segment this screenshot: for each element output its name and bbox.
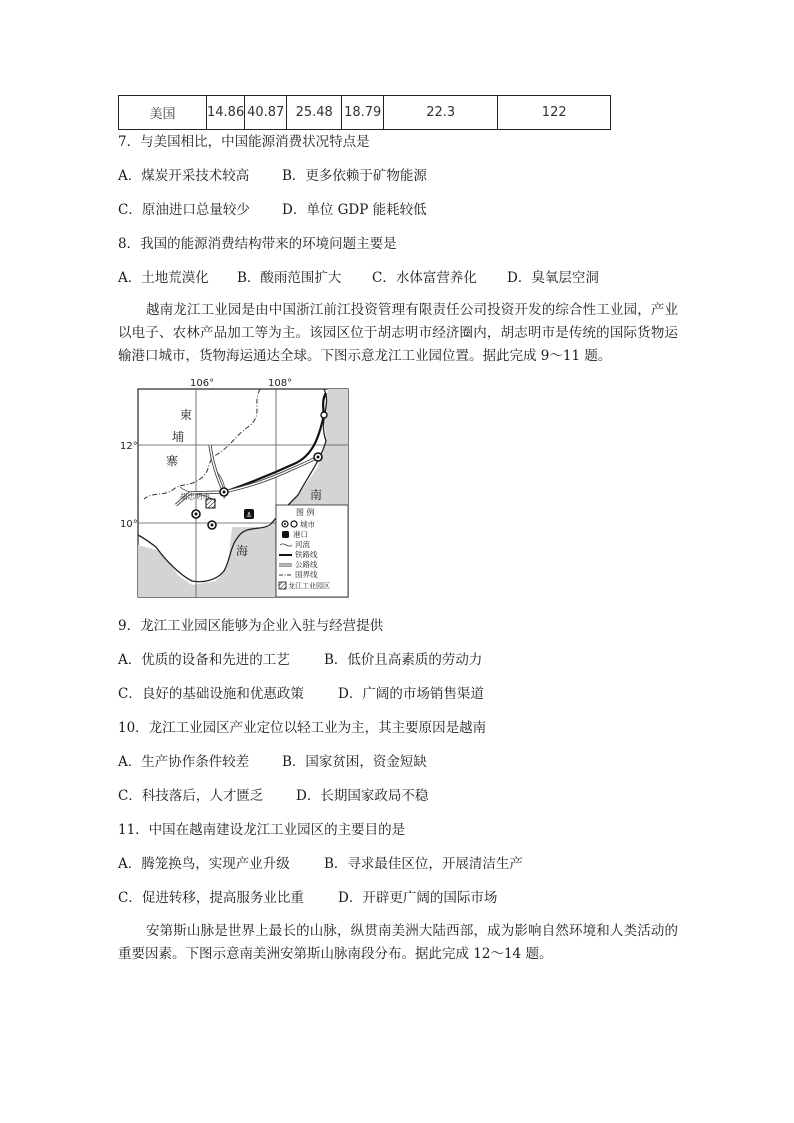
option-9d: D．广阔的市场销售渠道	[338, 686, 484, 702]
city-marker	[321, 412, 327, 418]
option-8d: D．臭氧层空洞	[507, 270, 599, 286]
option-11c: C．促进转移，提高服务业比重	[118, 890, 304, 906]
option-9b: B．低价且高素质的劳动力	[324, 652, 483, 668]
energy-table	[118, 95, 611, 130]
legend-port: 港口	[293, 530, 308, 539]
option-10a: A．生产协作条件较差	[118, 754, 250, 770]
table-cell: 122	[498, 96, 611, 130]
option-8b: B．酸雨范围扩大	[237, 270, 342, 286]
question-7-options-row2	[118, 201, 427, 219]
option-9c: C．良好的基础设施和优惠政策	[118, 686, 304, 702]
label-cambodia-2: 埔	[172, 430, 185, 444]
passage-andes: 安第斯山脉是世界上最长的山脉，纵贯南美洲大陆西部，成为影响自然环境和人类活动的重要因素。下图示意南美洲安第斯山脉南段分布。据此完成 12～14 题。	[118, 923, 678, 962]
question-7-stem: 7．与美国相比，中国能源消费状况特点是	[118, 134, 370, 150]
question-10-options-row1	[118, 753, 427, 771]
label-sea: 海	[236, 544, 249, 558]
table-cell: 25.48	[287, 96, 342, 130]
legend-road: 公路线	[295, 560, 318, 569]
label-cambodia-3: 寨	[166, 454, 179, 468]
table-cell: 18.79	[342, 96, 384, 130]
question-10-options-row2	[118, 787, 428, 805]
legend-river: 河流	[295, 540, 310, 549]
table-cell-country: 美国	[119, 96, 207, 130]
question-9-options-row1	[118, 651, 482, 669]
label-south: 南	[310, 488, 323, 502]
label-12: 12°	[120, 441, 138, 452]
option-7c: C．原油进口总量较少	[118, 202, 250, 218]
label-108: 108°	[268, 378, 293, 389]
label-cambodia-1: 柬	[180, 408, 193, 422]
table-cell: 22.3	[384, 96, 498, 130]
option-9a: A．优质的设备和先进的工艺	[118, 652, 290, 668]
legend-title: 图 例	[296, 508, 315, 517]
question-8-stem: 8．我国的能源消费结构带来的环境问题主要是	[118, 236, 397, 252]
option-11d: D．开辟更广阔的国际市场	[338, 890, 498, 906]
option-10c: C．科技落后，人才匮乏	[118, 788, 264, 804]
option-10b: B．国家贫困，资金短缺	[282, 754, 427, 770]
option-11b: B．寻求最佳区位，开展清洁生产	[324, 856, 523, 872]
table-cell: 14.86	[207, 96, 245, 130]
legend-park: 龙江工业园区	[288, 582, 330, 590]
legend-port-icon	[282, 531, 289, 538]
question-11-options-row1	[118, 855, 523, 873]
question-10-stem: 10．龙江工业园区产业定位以轻工业为主，其主要原因是越南	[118, 720, 487, 736]
question-9-stem: 9．龙江工业园区能够为企业入驻与经营提供	[118, 618, 384, 634]
option-7d: D．单位 GDP 能耗较低	[282, 202, 427, 218]
question-8-options	[118, 269, 599, 287]
option-7b: B．更多依赖于矿物能源	[282, 168, 427, 184]
label-10: 10°	[120, 519, 138, 530]
legend-border: 国界线	[295, 570, 318, 579]
question-7-options-row1	[118, 167, 427, 185]
question-11-options-row2	[118, 889, 497, 907]
passage-longjiang: 越南龙江工业园是由中国浙江前江投资管理有限责任公司投资开发的综合性工业园，产业以电子、农林产品加工等为主。该园区位于胡志明市经济圈内，胡志明市是传统的国际货物运输港口城市，货物海运通达全球。下图示意龙江工业园位置。据此完成 9～11 题。	[118, 302, 678, 364]
longjiang-location-map	[120, 375, 360, 600]
label-ho-chi-minh: 胡志明市	[180, 492, 210, 501]
legend-city: 城市	[300, 520, 315, 529]
table-row	[119, 96, 611, 130]
table-cell: 40.87	[245, 96, 287, 130]
question-9-options-row2	[118, 685, 484, 703]
option-10d: D．长期国家政局不稳	[296, 788, 429, 804]
legend-park-icon	[279, 582, 286, 589]
label-106: 106°	[190, 378, 215, 389]
option-8a: A．土地荒漠化	[118, 270, 209, 286]
option-7a: A．煤炭开采技术较高	[118, 168, 250, 184]
legend-railway: 铁路线	[295, 550, 318, 559]
svg-text:⚓: ⚓	[245, 511, 253, 519]
option-11a: A．腾笼换鸟，实现产业升级	[118, 856, 290, 872]
question-11-stem: 11．中国在越南建设龙江工业园区的主要目的是	[118, 822, 406, 838]
option-8c: C．水体富营养化	[372, 270, 477, 286]
